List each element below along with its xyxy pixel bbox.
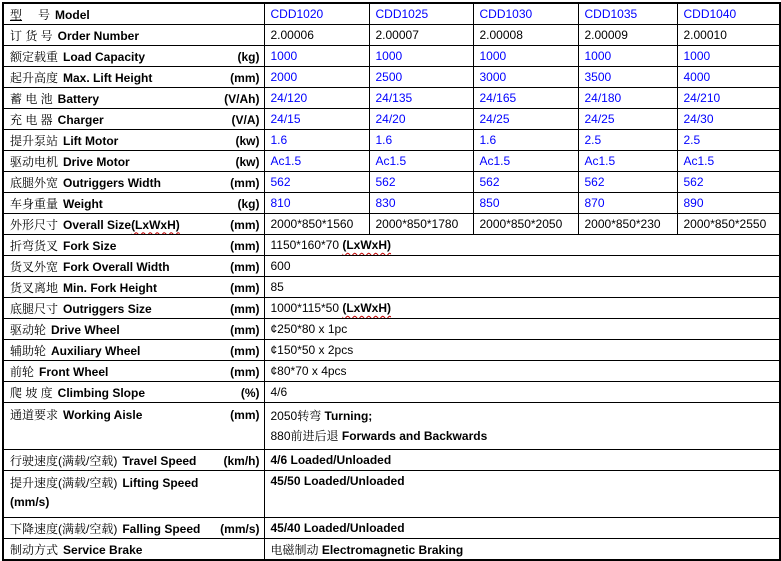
value-cell-span	[264, 450, 780, 471]
value-cell: 562	[264, 172, 369, 193]
value-text: 880前进后退	[270, 429, 342, 443]
value-cell: Ac1.5	[473, 151, 578, 172]
label-zh: 辅助轮	[10, 343, 47, 358]
value-cell: 870	[578, 193, 677, 214]
value-cell: 2.00006	[264, 25, 369, 46]
row-weight	[3, 193, 780, 214]
value-cell: 2.5	[677, 130, 780, 151]
row-label-travel-speed	[3, 450, 264, 471]
label-en: Fork Overall Width	[63, 259, 170, 274]
label-unit: (V/Ah)	[224, 91, 260, 106]
value-cell: 562	[369, 172, 473, 193]
label-unit: (V/A)	[231, 112, 260, 127]
value-cell: 24/135	[369, 88, 473, 109]
label-zh: 货叉外宽	[10, 259, 59, 274]
row-label-drive-motor	[3, 151, 264, 172]
value-cell-span	[264, 319, 780, 340]
value-cell: 1.6	[473, 130, 578, 151]
value-cell: 810	[264, 193, 369, 214]
label-zh: 订 货 号	[10, 28, 53, 43]
value-cell: 2000	[264, 67, 369, 88]
label-zh: 充 电 器	[10, 112, 53, 127]
value-cell: 2.00008	[473, 25, 578, 46]
label-zh: 下降速度(满载/空载)	[10, 521, 118, 536]
label-unit: (kw)	[235, 133, 260, 148]
label-zh: 起升高度	[10, 70, 59, 85]
value-cell-span	[264, 471, 780, 518]
label-en: Service Brake	[63, 542, 143, 557]
row-fork-size	[3, 235, 780, 256]
label-en: Front Wheel	[39, 364, 109, 379]
row-drive-motor	[3, 151, 780, 172]
label-zh: 驱动电机	[10, 154, 59, 169]
value-cell: 1.6	[369, 130, 473, 151]
label-zh: 折弯货叉	[10, 238, 59, 253]
value-cell: 1000	[473, 46, 578, 67]
value-cell-span	[264, 298, 780, 319]
row-label-charger	[3, 109, 264, 130]
value-text: ¢80*70 x 4pcs	[270, 364, 347, 378]
value-cell: 562	[677, 172, 780, 193]
label-en: Working Aisle	[63, 408, 143, 422]
row-label-lift-height	[3, 67, 264, 88]
value-cell-span	[264, 361, 780, 382]
label-zh: 驱动轮	[10, 322, 47, 337]
value-cell: 24/165	[473, 88, 578, 109]
value-cell-span	[264, 518, 780, 539]
value-cell: 3500	[578, 67, 677, 88]
label-en: Drive Wheel	[51, 322, 120, 337]
label-zh: 行驶速度(满载/空载)	[10, 453, 118, 468]
label-zh: 底腿尺寸	[10, 301, 59, 316]
row-auxiliary-wheel	[3, 340, 780, 361]
label-en: Charger	[57, 112, 104, 127]
row-outriggers-width	[3, 172, 780, 193]
label-en: Auxiliary Wheel	[51, 343, 141, 358]
label-unit: (mm/s)	[10, 495, 50, 509]
label-en-squiggle: (LxWxH)	[131, 217, 180, 232]
label-en: Load Capacity	[63, 49, 146, 64]
row-label-auxiliary-wheel	[3, 340, 264, 361]
label-en: Outriggers Width	[63, 175, 161, 190]
row-lifting-speed	[3, 471, 780, 518]
row-order-number	[3, 25, 780, 46]
label-en: Model	[55, 7, 90, 22]
label-zh: 蓄 电 池	[10, 91, 53, 106]
row-label-working-aisle	[3, 403, 264, 450]
value-cell: 1000	[578, 46, 677, 67]
row-overall-size	[3, 214, 780, 235]
row-label-front-wheel	[3, 361, 264, 382]
label-zh: 号	[38, 7, 51, 22]
label-unit: (mm)	[230, 217, 260, 232]
value-cell-span	[264, 235, 780, 256]
value-cell: 1000	[677, 46, 780, 67]
value-cell: 2000*850*2050	[473, 214, 578, 235]
label-unit: (mm)	[230, 322, 260, 337]
value-text: 4/6	[270, 385, 288, 399]
row-label-overall-size	[3, 214, 264, 235]
value-cell: CDD1030	[473, 3, 578, 25]
value-cell-span	[264, 277, 780, 298]
value-cell: 24/30	[677, 109, 780, 130]
row-lift-height	[3, 67, 780, 88]
label-en: Lifting Speed	[122, 476, 199, 490]
label-zh-underlined: 型	[10, 7, 23, 22]
value-text: ¢250*80 x 1pc	[270, 322, 348, 336]
value-text-bold: Turning;	[324, 409, 373, 423]
label-unit: (kg)	[237, 196, 260, 211]
label-unit: (mm)	[230, 408, 260, 422]
label-unit: (mm)	[230, 259, 260, 274]
row-load-capacity	[3, 46, 780, 67]
row-outriggers-size	[3, 298, 780, 319]
value-cell-span	[264, 382, 780, 403]
label-en: Outriggers Size	[63, 301, 152, 316]
value-text-bold: Electromagnetic Braking	[321, 542, 464, 557]
value-text: 1150*160*70	[270, 238, 343, 252]
row-label-climbing-slope	[3, 382, 264, 403]
value-text: ¢150*50 x 2pcs	[270, 343, 354, 357]
row-drive-wheel	[3, 319, 780, 340]
label-unit: (kg)	[237, 49, 260, 64]
label-en: Battery	[57, 91, 100, 106]
value-cell-span	[264, 340, 780, 361]
value-cell: 562	[578, 172, 677, 193]
row-fork-overall-width	[3, 256, 780, 277]
label-zh: 外形尺寸	[10, 217, 59, 232]
value-text: 85	[270, 280, 284, 294]
value-squiggle: (LxWxH)	[342, 238, 392, 252]
value-squiggle: (LxWxH)	[342, 301, 392, 315]
label-unit: (mm)	[230, 70, 260, 85]
spec-table	[2, 2, 781, 561]
label-unit: (mm)	[230, 343, 260, 358]
value-cell: 4000	[677, 67, 780, 88]
label-zh: 提升速度(满载/空载)	[10, 476, 118, 490]
row-label-model	[3, 3, 264, 25]
label-en: Fork Size	[63, 238, 117, 253]
value-cell: 24/25	[473, 109, 578, 130]
value-cell: Ac1.5	[677, 151, 780, 172]
label-zh: 通道要求	[10, 408, 59, 422]
label-zh: 提升泵站	[10, 133, 59, 148]
label-en: Drive Motor	[63, 154, 130, 169]
value-cell: 24/15	[264, 109, 369, 130]
row-label-load-capacity	[3, 46, 264, 67]
label-zh: 车身重量	[10, 196, 59, 211]
row-label-lift-motor	[3, 130, 264, 151]
row-label-falling-speed	[3, 518, 264, 539]
value-cell: 2.00010	[677, 25, 780, 46]
row-label-order-number	[3, 25, 264, 46]
value-text: 1000*115*50	[270, 301, 343, 315]
value-cell: Ac1.5	[578, 151, 677, 172]
value-cell: 830	[369, 193, 473, 214]
row-travel-speed	[3, 450, 780, 471]
row-label-battery	[3, 88, 264, 109]
label-unit: (km/h)	[223, 453, 260, 468]
label-en: Falling Speed	[122, 521, 201, 536]
row-label-outriggers-width	[3, 172, 264, 193]
value-cell: 2000*850*2550	[677, 214, 780, 235]
label-zh: 爬 坡 度	[10, 385, 53, 400]
label-zh: 制动方式	[10, 542, 59, 557]
value-cell: 2000*850*1560	[264, 214, 369, 235]
value-text: 2050转弯	[270, 409, 325, 423]
label-unit: (mm)	[230, 238, 260, 253]
row-charger	[3, 109, 780, 130]
value-cell: CDD1025	[369, 3, 473, 25]
label-en: Lift Motor	[63, 133, 119, 148]
value-cell-span	[264, 256, 780, 277]
value-cell-span	[264, 539, 780, 561]
label-zh: 底腿外宽	[10, 175, 59, 190]
label-unit: (mm)	[230, 301, 260, 316]
label-unit: (mm)	[230, 364, 260, 379]
value-text-bold: 45/50 Loaded/Unloaded	[270, 474, 405, 488]
label-zh: 额定载重	[10, 49, 59, 64]
value-cell: 24/180	[578, 88, 677, 109]
row-working-aisle	[3, 403, 780, 450]
value-cell: 1000	[369, 46, 473, 67]
row-label-drive-wheel	[3, 319, 264, 340]
row-label-fork-size	[3, 235, 264, 256]
value-text-bold: Forwards and Backwards	[341, 429, 488, 443]
row-model	[3, 3, 780, 25]
row-label-lifting-speed	[3, 471, 264, 518]
label-en: Order Number	[57, 28, 140, 43]
value-cell: 24/120	[264, 88, 369, 109]
label-unit: (mm/s)	[220, 521, 260, 536]
row-service-brake	[3, 539, 780, 561]
label-en: Overall Size	[63, 217, 132, 232]
row-lift-motor	[3, 130, 780, 151]
value-cell: 3000	[473, 67, 578, 88]
value-text: 600	[270, 259, 291, 273]
value-cell: Ac1.5	[264, 151, 369, 172]
value-cell: Ac1.5	[369, 151, 473, 172]
value-cell: 2500	[369, 67, 473, 88]
value-cell: 850	[473, 193, 578, 214]
value-cell: 2.00007	[369, 25, 473, 46]
label-en: Weight	[63, 196, 103, 211]
value-cell: CDD1020	[264, 3, 369, 25]
label-unit: (%)	[240, 385, 260, 400]
row-falling-speed	[3, 518, 780, 539]
row-label-weight	[3, 193, 264, 214]
value-cell: 24/20	[369, 109, 473, 130]
value-cell: 2.5	[578, 130, 677, 151]
label-en: Climbing Slope	[57, 385, 146, 400]
row-label-min-fork-height	[3, 277, 264, 298]
value-cell: 2000*850*230	[578, 214, 677, 235]
row-battery	[3, 88, 780, 109]
value-cell: 1.6	[264, 130, 369, 151]
row-front-wheel	[3, 361, 780, 382]
label-en: Min. Fork Height	[63, 280, 158, 295]
label-en: Max. Lift Height	[63, 70, 153, 85]
label-unit: (mm)	[230, 280, 260, 295]
value-cell-span	[264, 403, 780, 450]
value-text-bold: 45/40 Loaded/Unloaded	[270, 521, 405, 535]
value-cell: CDD1040	[677, 3, 780, 25]
label-zh: 前轮	[10, 364, 35, 379]
label-unit: (mm)	[230, 175, 260, 190]
value-cell: CDD1035	[578, 3, 677, 25]
value-cell: 1000	[264, 46, 369, 67]
value-cell: 24/210	[677, 88, 780, 109]
value-text: 电磁制动	[270, 542, 322, 557]
value-cell: 2000*850*1780	[369, 214, 473, 235]
value-cell: 890	[677, 193, 780, 214]
label-en: Travel Speed	[122, 453, 197, 468]
label-zh: 货叉离地	[10, 280, 59, 295]
label-unit: (kw)	[235, 154, 260, 169]
row-label-outriggers-size	[3, 298, 264, 319]
row-label-service-brake	[3, 539, 264, 561]
value-cell: 562	[473, 172, 578, 193]
value-text-bold: 4/6 Loaded/Unloaded	[270, 453, 392, 467]
row-label-fork-overall-width	[3, 256, 264, 277]
value-cell: 2.00009	[578, 25, 677, 46]
row-climbing-slope	[3, 382, 780, 403]
value-cell: 24/25	[578, 109, 677, 130]
row-min-fork-height	[3, 277, 780, 298]
